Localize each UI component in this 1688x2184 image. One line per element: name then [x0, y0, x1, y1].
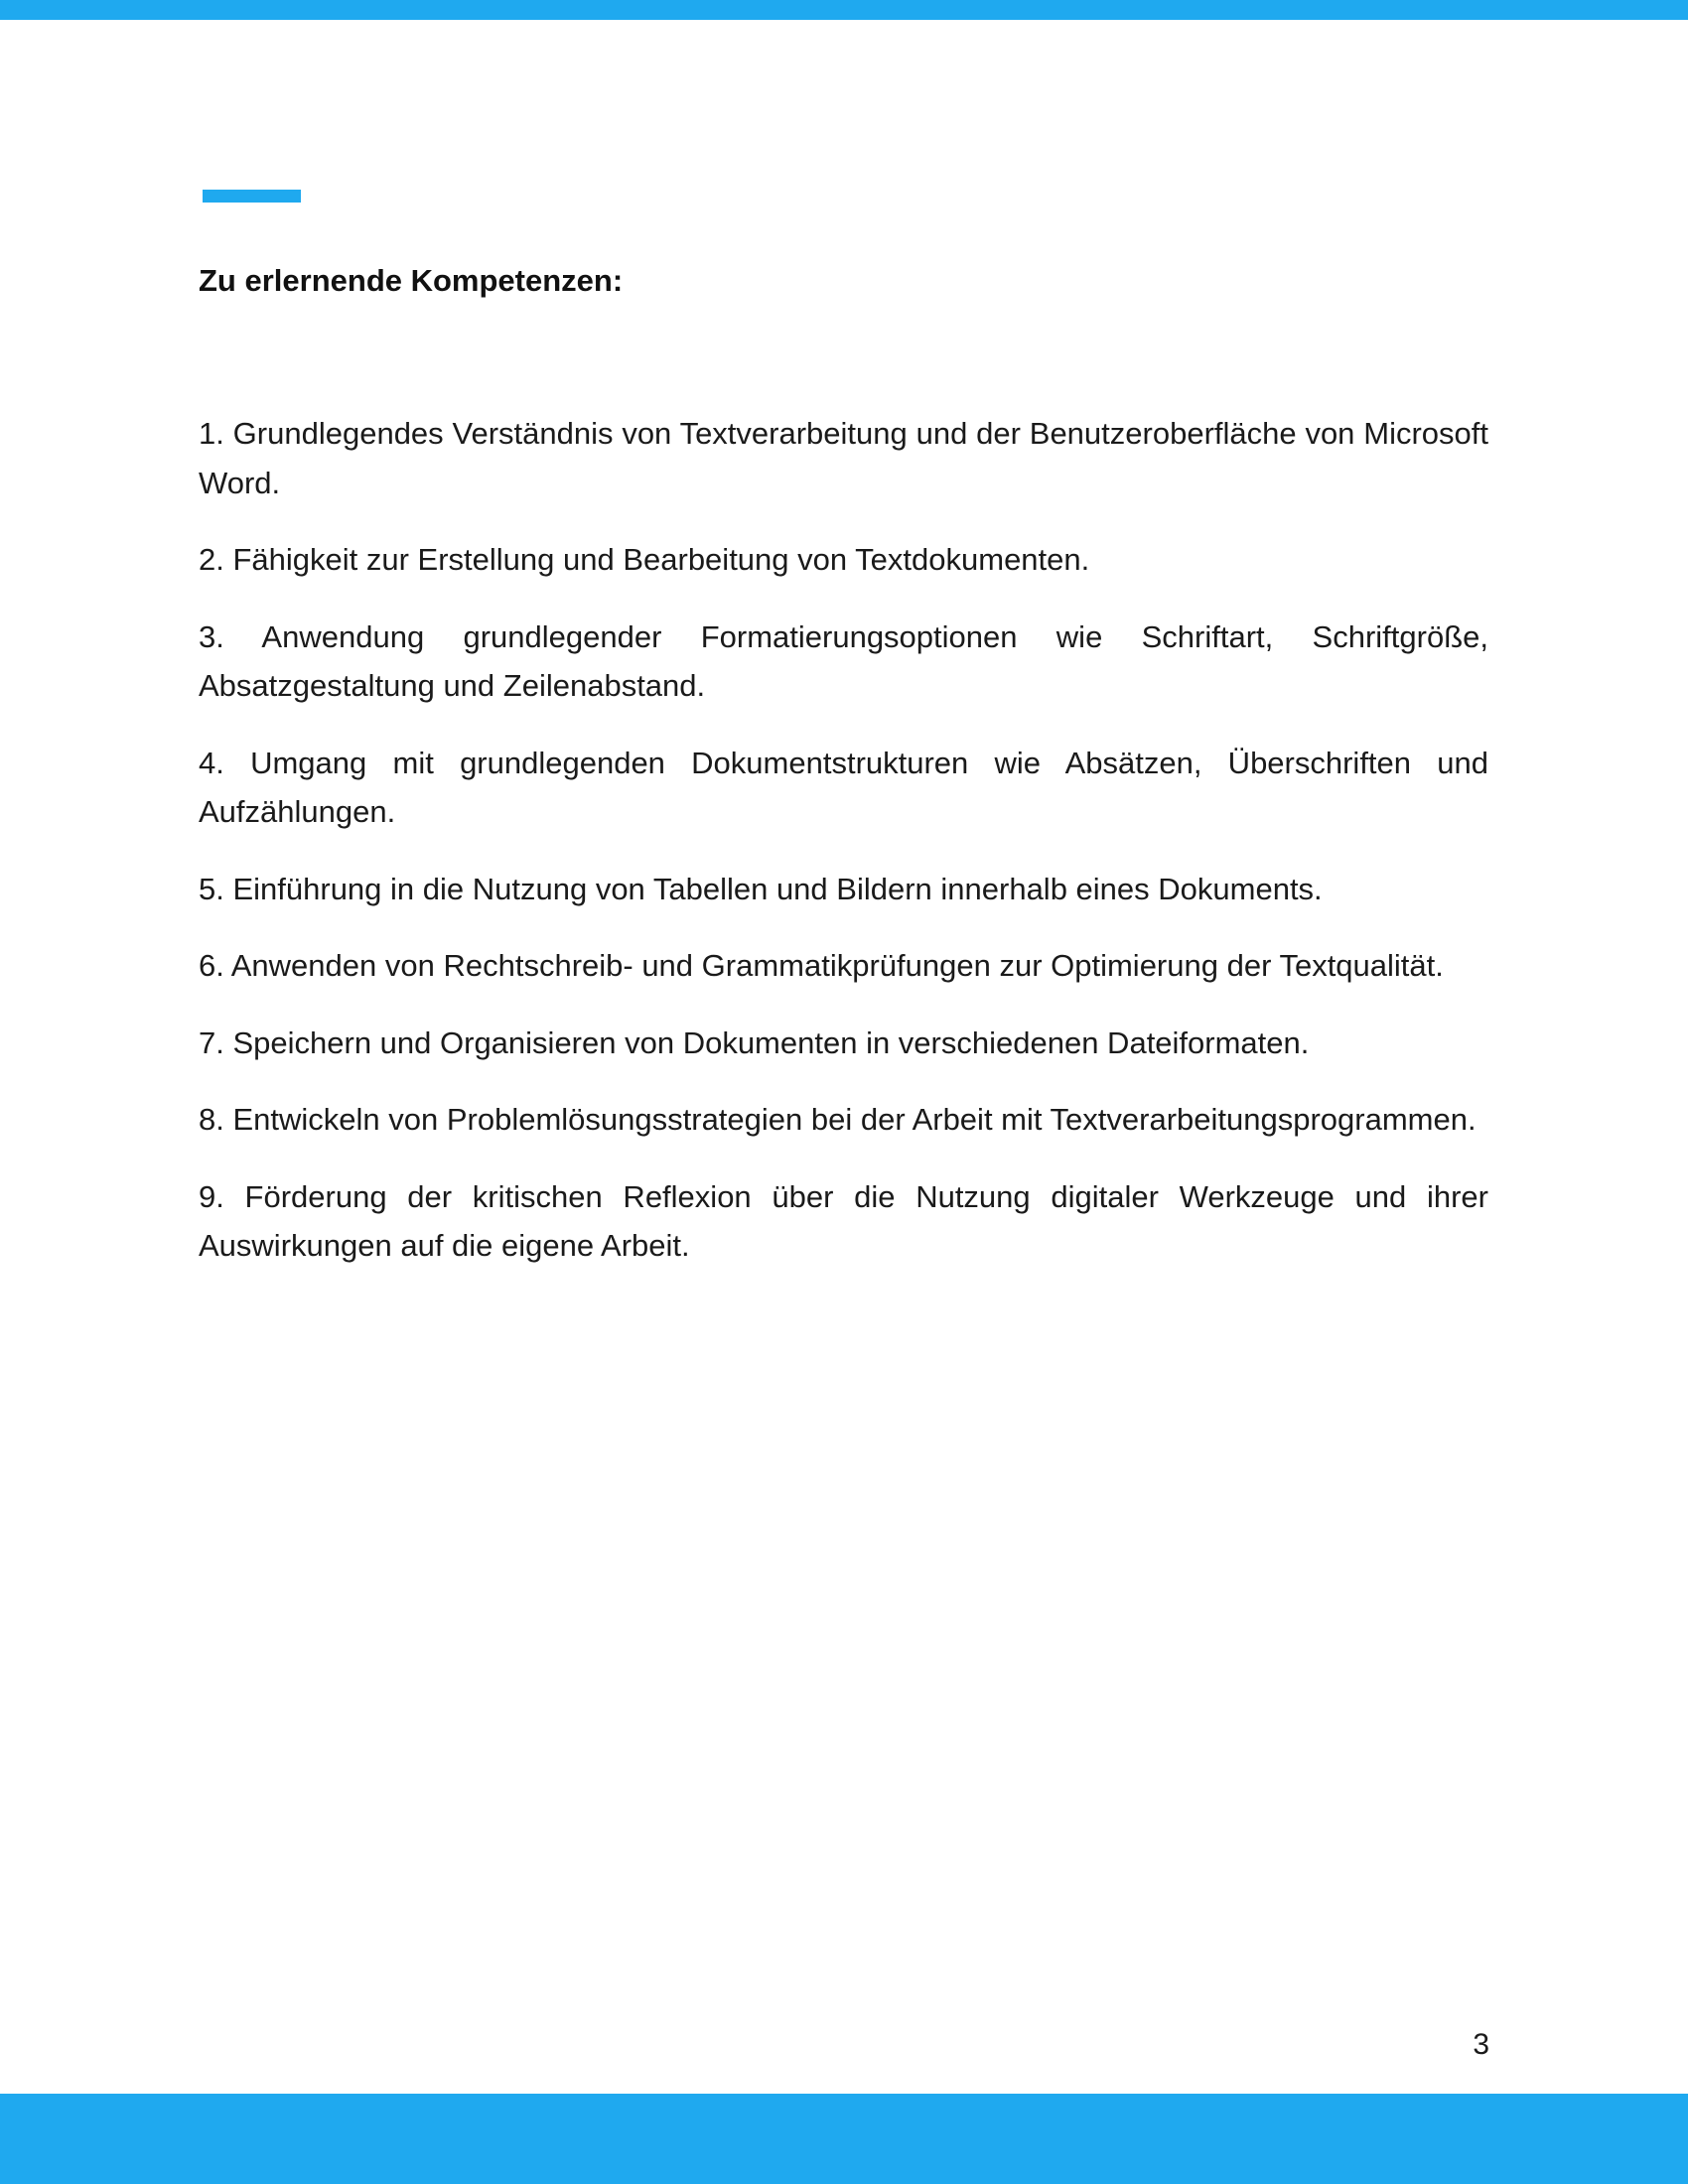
- bottom-accent-bar: [0, 2094, 1688, 2184]
- competency-item-5: 5. Einführung in die Nutzung von Tabellen und Bildern innerhalb eines Dokuments.: [199, 871, 1323, 906]
- competency-item-1: 1. Grundlegendes Verständnis von Textverarbeitung und der Benutzeroberfläche von Microsoft Word.: [199, 416, 1488, 500]
- competency-item-4: 4. Umgang mit grundlegenden Dokumentstrukturen wie Absätzen, Überschriften und Aufzählungen.: [199, 745, 1488, 829]
- competency-item-9: 9. Förderung der kritischen Reflexion über die Nutzung digitaler Werkzeuge und ihrer Auswirkungen auf die eigene Arbeit.: [199, 1178, 1488, 1263]
- section-heading: Zu erlernende Kompetenzen:: [199, 263, 624, 298]
- top-accent-bar: [0, 0, 1688, 20]
- competency-list: [199, 409, 1488, 1298]
- competency-item-6: 6. Anwenden von Rechtschreib- und Grammatikprüfungen zur Optimierung der Textqualität.: [199, 948, 1444, 983]
- competency-item-7: 7. Speichern und Organisieren von Dokumenten in verschiedenen Dateiformaten.: [199, 1024, 1310, 1060]
- competency-item-8: 8. Entwickeln von Problemlösungsstrategien bei der Arbeit mit Textverarbeitungsprogrammen.: [199, 1102, 1477, 1137]
- competency-item-2: 2. Fähigkeit zur Erstellung und Bearbeitung von Textdokumenten.: [199, 542, 1090, 577]
- competency-item-3: 3. Anwendung grundlegender Formatierungsoptionen wie Schriftart, Schriftgröße, Absatzgestaltung und Zeilenabstand.: [199, 618, 1488, 703]
- heading-accent-dash: [203, 190, 301, 203]
- page-number: 3: [1473, 2028, 1489, 2061]
